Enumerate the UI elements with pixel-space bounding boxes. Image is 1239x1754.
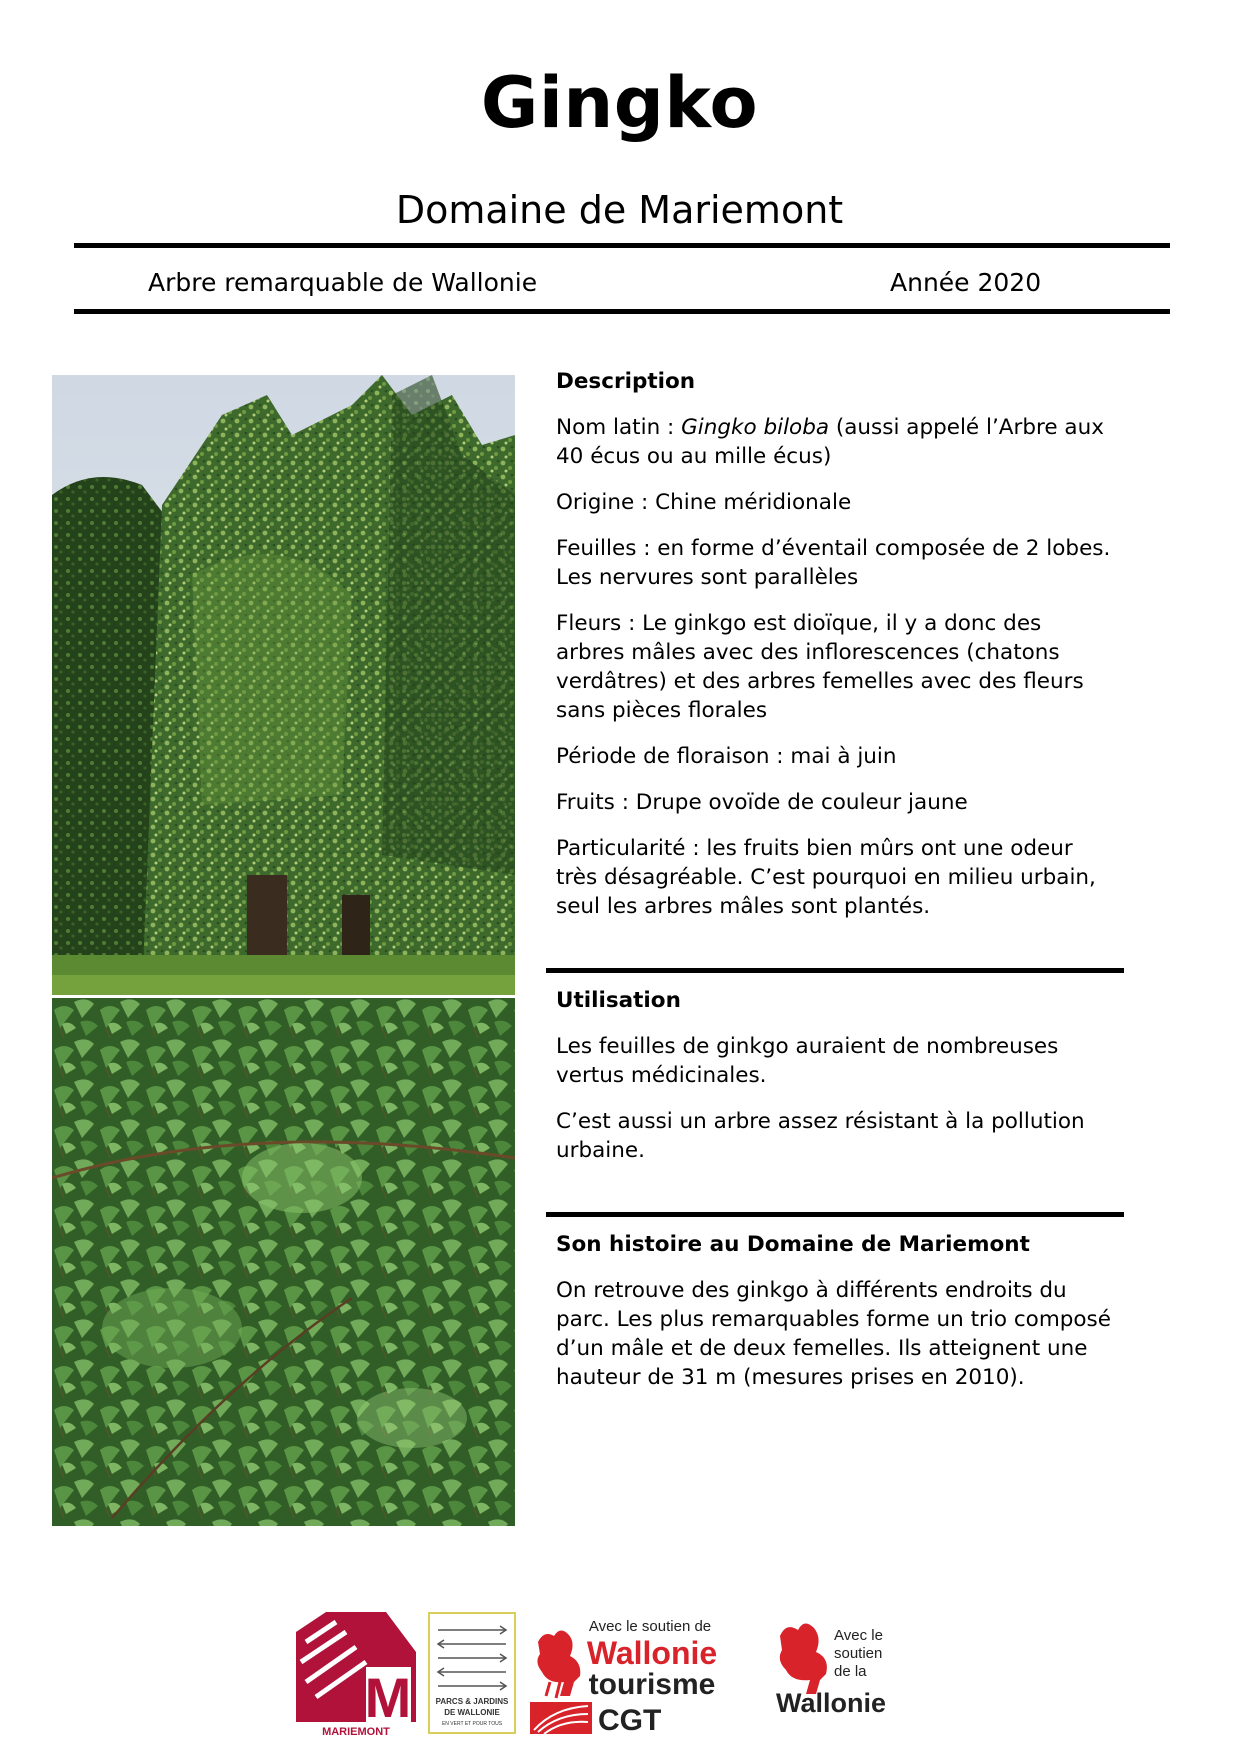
history-p1: On retrouve des ginkgo à différents endroits du parc. Les plus remarquables forme un trio composé d’un mâle et de deux femelles. Ils atteignent une hauteur de 31 m (mesures prises en 2010). (556, 1278, 1111, 1390)
label-year: Année 2020 (890, 268, 1042, 297)
utilisation-p2: C’est aussi un arbre assez résistant à la pollution urbaine. (556, 1109, 1085, 1163)
utilisation-p1: Les feuilles de ginkgo auraient de nombreuses vertus médicinales. (556, 1034, 1059, 1088)
cgt-acronym-text: CGT (598, 1704, 662, 1737)
latin-name-line (556, 413, 1116, 471)
wal-name: Wallonie (776, 1688, 887, 1718)
wal-line3: de la (834, 1663, 867, 1680)
parcs-line3: EN VERT ET POUR TOUS (441, 1721, 503, 1727)
particularity-line: Particularité : les fruits bien mûrs ont une odeur très désagréable. C’est pourquoi en milieu urbain, seul les arbres mâles sont plantés. (556, 836, 1096, 919)
mariemont-letter: M (364, 1666, 412, 1729)
rooster-icon (537, 1630, 580, 1698)
wallonie-tourisme-cgt-logo (530, 1612, 730, 1737)
description-heading: Description (556, 369, 696, 394)
wallonie-support-logo (772, 1612, 912, 1737)
history-heading: Son histoire au Domaine de Mariemont (556, 1232, 1030, 1257)
latin-prefix: Nom latin : (556, 415, 682, 440)
cgt-wallonie-text: Wallonie (586, 1635, 718, 1671)
page-subtitle: Domaine de Mariemont (395, 188, 844, 232)
rooster-icon (780, 1623, 827, 1694)
utilisation-heading: Utilisation (556, 988, 681, 1013)
latin-name: Gingko biloba (681, 415, 830, 440)
description-section (556, 367, 1116, 938)
mariemont-label: MARIEMONT (322, 1726, 390, 1737)
wal-line2: soutien (834, 1645, 883, 1662)
top-divider (74, 243, 1170, 248)
latin-suffix: (aussi appelé l’Arbre aux 40 écus ou au mille écus) (556, 415, 1104, 469)
utilisation-divider (546, 968, 1124, 973)
utilisation-section (556, 986, 1116, 1182)
fruits-line: Fruits : Drupe ovoïde de couleur jaune (556, 790, 968, 815)
cgt-tourisme-text: tourisme (588, 1668, 716, 1701)
cgt-support-text: Avec le soutien de (588, 1618, 712, 1635)
wal-line1: Avec le (834, 1627, 883, 1644)
parcs-jardins-logo (428, 1612, 516, 1737)
parcs-line2: DE WALLONIE (444, 1708, 500, 1717)
history-section (556, 1230, 1116, 1409)
leaves-line: Feuilles : en forme d’éventail composée de 2 lobes. Les nervures sont parallèles (556, 536, 1111, 590)
header-bottom-divider (74, 309, 1170, 314)
flowering-line: Période de floraison : mai à juin (556, 744, 897, 769)
history-divider (546, 1212, 1124, 1217)
origin-line: Origine : Chine méridionale (556, 490, 852, 515)
leaves-photo (52, 998, 515, 1526)
parcs-line1: PARCS & JARDINS (435, 1697, 509, 1706)
mariemont-logo (296, 1612, 416, 1737)
flowers-line: Fleurs : Le ginkgo est dioïque, il y a donc des arbres mâles avec des inflorescences (chatons verdâtres) et des arbres femelles avec des fleurs sans pièces florales (556, 611, 1084, 723)
tree-photo (52, 375, 515, 995)
label-remarkable-tree: Arbre remarquable de Wallonie (148, 268, 538, 297)
page-title: Gingko (480, 62, 759, 144)
